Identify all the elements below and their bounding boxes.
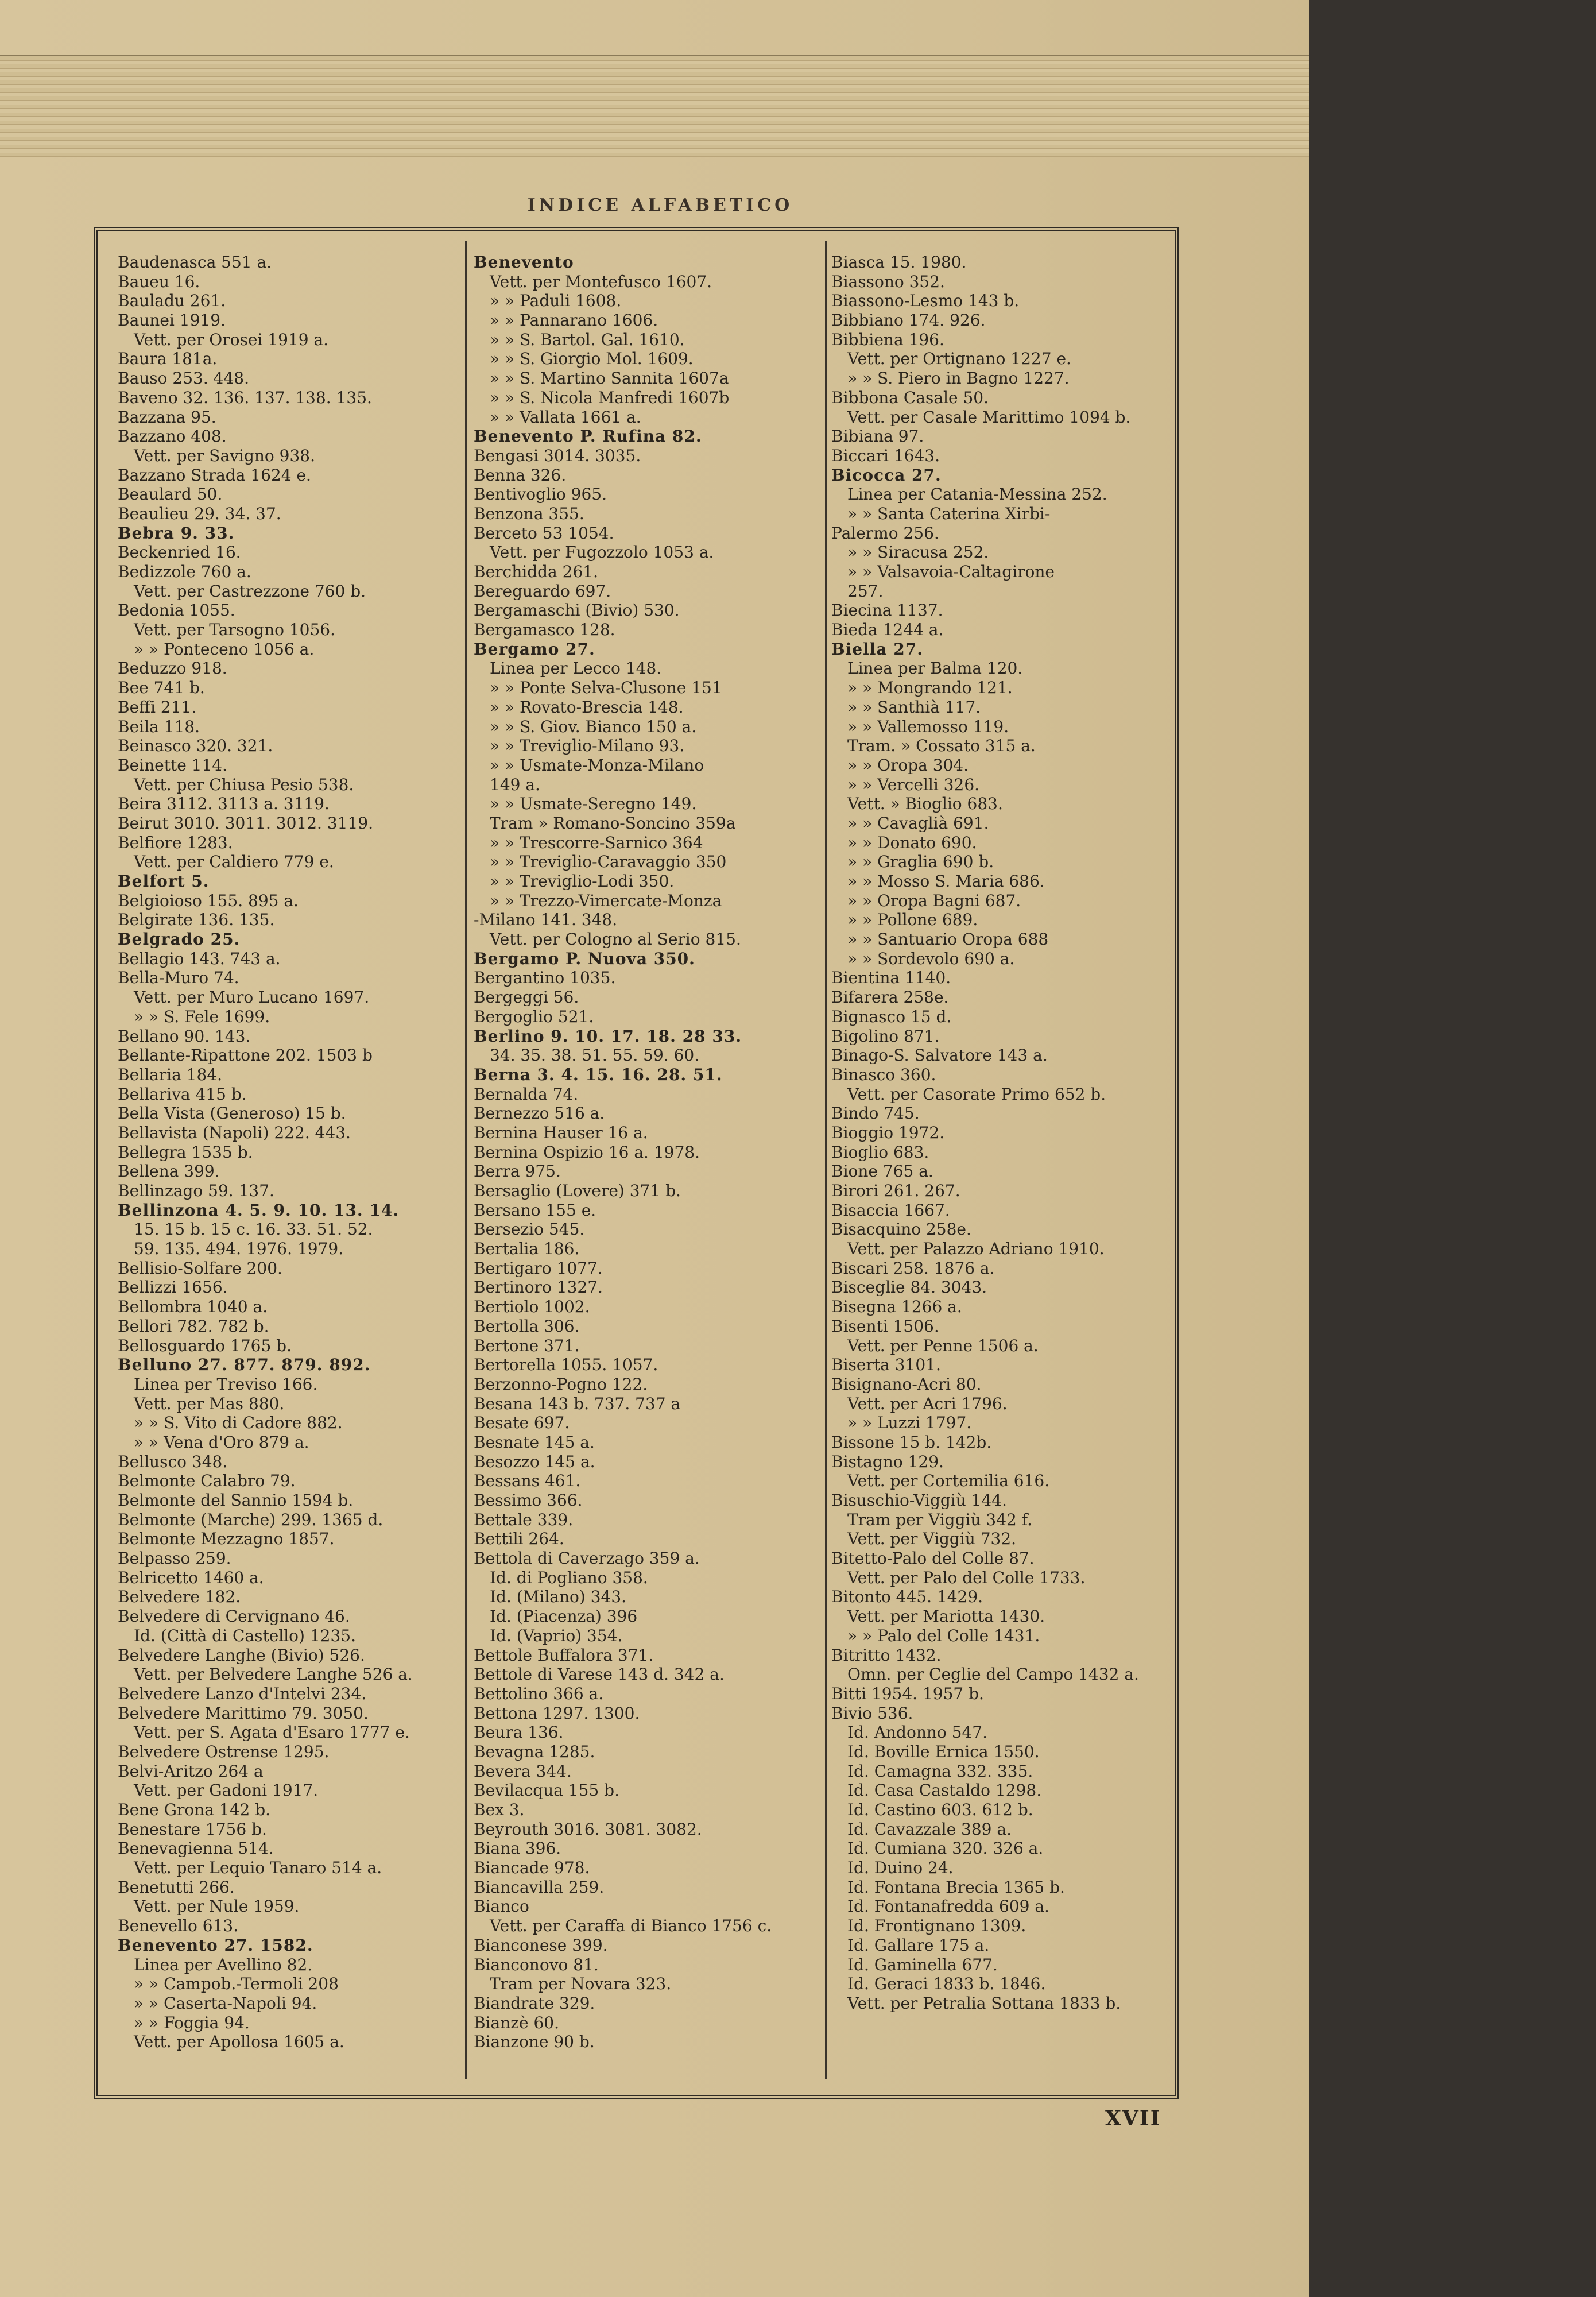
index-entry: Bibbona Casale 50. (831, 388, 989, 407)
index-entry: Benestare 1756 b. (118, 1819, 267, 1839)
index-entry: Vett. per Chiusa Pesio 538. (134, 775, 354, 794)
index-entry: Berna 3. 4. 15. 16. 28. 51. (474, 1065, 723, 1084)
index-entry: Benevento P. Rufina 82. (474, 427, 702, 446)
index-entry: Belgrado 25. (118, 930, 241, 949)
index-entry: Bessans 461. (474, 1471, 581, 1491)
index-entry: Bieda 1244 a. (831, 620, 944, 640)
index-entry: Vett. per Fugozzolo 1053 a. (490, 543, 714, 562)
index-entry: Beura 136. (474, 1723, 564, 1742)
index-entry: Vett. per Caraffa di Bianco 1756 c. (490, 1916, 772, 1936)
index-entry: » » Sordevolo 690 a. (847, 949, 1015, 968)
index-entry: Vett. per Petralia Sottana 1833 b. (847, 1993, 1121, 2013)
index-entry: Bitritto 1432. (831, 1645, 942, 1665)
index-entry: Bella Vista (Generoso) 15 b. (118, 1104, 346, 1123)
index-entry: Benzona 355. (474, 504, 584, 523)
index-entry: Belvedere di Cervignano 46. (118, 1607, 350, 1626)
index-entry: » » Ponteceno 1056 a. (134, 639, 315, 659)
index-entry: Belvi-Aritzo 264 a (118, 1761, 264, 1781)
index-entry: 59. 135. 494. 1976. 1979. (134, 1239, 344, 1259)
index-entry: 34. 35. 38. 51. 55. 59. 60. (490, 1046, 700, 1065)
index-entry: » » Treviglio-Caravaggio 350 (490, 852, 727, 872)
index-entry: Berceto 53 1054. (474, 523, 614, 543)
index-entry: » » Usmate-Seregno 149. (490, 794, 697, 814)
index-entry: Bereguardo 697. (474, 581, 611, 601)
index-entry: Bellante-Ripattone 202. 1503 b (118, 1046, 373, 1065)
index-column-3 (831, 253, 1176, 2013)
index-entry: Tram. » Cossato 315 a. (847, 736, 1036, 756)
index-entry: Belricetto 1460 a. (118, 1568, 264, 1587)
index-entry: Bellinzona 4. 5. 9. 10. 13. 14. (118, 1200, 400, 1220)
index-entry: Benetutti 266. (118, 1877, 235, 1897)
index-entry: Bessimo 366. (474, 1491, 583, 1510)
index-entry: Baudenasca 551 a. (118, 253, 272, 272)
index-entry: Vett. per Casale Marittimo 1094 b. (847, 407, 1131, 427)
index-entry: » » Campob.-Termoli 208 (134, 1974, 339, 1994)
index-entry: Vett. per Gadoni 1917. (134, 1781, 319, 1800)
index-entry: Vett. per Savigno 938. (134, 446, 316, 465)
index-entry: » » Santhià 117. (847, 697, 981, 717)
index-entry: Tram per Viggiù 342 f. (847, 1510, 1033, 1529)
index-entry: » » Luzzi 1797. (847, 1413, 972, 1433)
index-entry: Id. Fontanafredda 609 a. (847, 1897, 1049, 1916)
index-entry: » » Paduli 1608. (490, 291, 622, 311)
index-entry: Bellusco 348. (118, 1452, 228, 1471)
index-entry: Biasca 15. 1980. (831, 253, 967, 272)
index-entry: Bazzano Strada 1624 e. (118, 465, 311, 485)
index-entry: Bertone 371. (474, 1336, 580, 1355)
index-entry: Bergamaschi (Bivio) 530. (474, 601, 680, 620)
index-entry: Bersezio 545. (474, 1220, 585, 1239)
index-entry: Vett. per Caldiero 779 e. (134, 852, 334, 872)
index-entry: -Milano 141. 348. (474, 910, 618, 930)
background-strip (1309, 0, 1596, 2297)
index-entry: Id. Duino 24. (847, 1858, 954, 1878)
index-entry: Biassono 352. (831, 272, 945, 291)
index-entry: Bellariva 415 b. (118, 1084, 247, 1104)
index-entry: Belvedere Ostrense 1295. (118, 1742, 330, 1761)
index-entry: Bisenti 1506. (831, 1316, 939, 1336)
index-entry: Berlino 9. 10. 17. 18. 28 33. (474, 1026, 742, 1046)
index-entry: Beira 3112. 3113 a. 3119. (118, 794, 330, 814)
index-entry: » » Valsavoia-Caltagirone (847, 562, 1055, 581)
index-entry: Besate 697. (474, 1413, 570, 1433)
index-entry: » » S. Piero in Bagno 1227. (847, 369, 1070, 388)
index-entry: Vett. per Penne 1506 a. (847, 1336, 1039, 1355)
index-entry: Id. Andonno 547. (847, 1723, 987, 1742)
index-entry: 257. (847, 581, 884, 601)
index-entry: » » Oropa Bagni 687. (847, 891, 1021, 910)
index-entry: Linea per Avellino 82. (134, 1955, 313, 1974)
index-entry: Bertalia 186. (474, 1239, 580, 1259)
index-entry: Id. Gaminella 677. (847, 1955, 998, 1974)
index-entry: Benevento (474, 253, 574, 272)
index-entry: Belfort 5. (118, 872, 210, 891)
index-entry: Benevagienna 514. (118, 1839, 274, 1858)
index-entry: Vett. per Castrezzone 760 b. (134, 581, 366, 601)
running-title: INDICE ALFABETICO (527, 195, 793, 215)
index-entry: Bissone 15 b. 142b. (831, 1432, 992, 1452)
index-entry: Vett. per Casorate Primo 652 b. (847, 1084, 1106, 1104)
index-entry: Bernina Ospizio 16 a. 1978. (474, 1142, 700, 1162)
index-entry: Vett. per Viggiù 732. (847, 1529, 1017, 1549)
index-entry: 149 a. (490, 775, 540, 794)
index-entry: Benevello 613. (118, 1916, 239, 1936)
index-entry: Belmonte Calabro 79. (118, 1471, 296, 1491)
index-entry: Bevagna 1285. (474, 1742, 595, 1761)
index-entry: Bellavista (Napoli) 222. 443. (118, 1123, 351, 1142)
index-entry: Berra 975. (474, 1162, 561, 1181)
index-entry: Belvedere Marittimo 79. 3050. (118, 1703, 369, 1723)
index-entry: Id. Castino 603. 612 b. (847, 1800, 1033, 1819)
index-entry: Bergeggi 56. (474, 988, 579, 1007)
index-entry: Bianconovo 81. (474, 1955, 599, 1974)
index-entry: Bettili 264. (474, 1529, 564, 1549)
index-entry: » » Vercelli 326. (847, 775, 980, 794)
index-entry: » » Vallata 1661 a. (490, 407, 641, 427)
index-entry: Besozzo 145 a. (474, 1452, 595, 1471)
index-entry: Bioggio 1972. (831, 1123, 945, 1142)
index-entry: Vett. per Orosei 1919 a. (134, 330, 329, 349)
index-entry: Bettole di Varese 143 d. 342 a. (474, 1665, 725, 1684)
index-entry: Bevilacqua 155 b. (474, 1781, 619, 1800)
index-entry: Id. (Città di Castello) 1235. (134, 1626, 357, 1645)
index-entry: Benna 326. (474, 465, 567, 485)
index-entry: Bellori 782. 782 b. (118, 1316, 269, 1336)
index-entry: Bentivoglio 965. (474, 485, 607, 504)
index-entry: » » Donato 690. (847, 833, 977, 852)
index-entry: Berchidda 261. (474, 562, 598, 581)
index-entry: Vett. per Cologno al Serio 815. (490, 930, 741, 949)
index-entry: Bettola di Caverzago 359 a. (474, 1549, 700, 1568)
index-entry: Belmonte del Sannio 1594 b. (118, 1491, 354, 1510)
index-entry: Besana 143 b. 737. 737 a (474, 1394, 681, 1413)
index-entry: Linea per Treviso 166. (134, 1374, 318, 1394)
index-entry: » » Ponte Selva-Clusone 151 (490, 678, 722, 698)
index-entry: Biana 396. (474, 1839, 561, 1858)
index-entry: Baura 181a. (118, 349, 218, 369)
index-entry: Bernina Hauser 16 a. (474, 1123, 648, 1142)
index-entry: Id. (Vaprio) 354. (490, 1626, 623, 1645)
index-entry: » » Mosso S. Maria 686. (847, 872, 1045, 891)
index-entry: Vett. per Mas 880. (134, 1394, 285, 1413)
index-entry: Bee 741 b. (118, 678, 205, 698)
index-entry: Biassono-Lesmo 143 b. (831, 291, 1020, 311)
index-entry: Bianconese 399. (474, 1935, 608, 1955)
index-entry: Id. Gallare 175 a. (847, 1935, 990, 1955)
index-entry: Vett. per Muro Lucano 1697. (134, 988, 370, 1007)
index-entry: Bellena 399. (118, 1162, 220, 1181)
index-entry: Bioglio 683. (831, 1142, 929, 1162)
index-entry: Vett. » Bioglio 683. (847, 794, 1003, 814)
index-entry: Bignasco 15 d. (831, 1007, 952, 1026)
index-entry: Beirut 3010. 3011. 3012. 3119. (118, 813, 374, 833)
index-entry: Bene Grona 142 b. (118, 1800, 271, 1819)
index-entry: Bitonto 445. 1429. (831, 1587, 983, 1607)
index-entry: Beyrouth 3016. 3081. 3082. (474, 1819, 702, 1839)
index-entry: Bettale 339. (474, 1510, 574, 1529)
index-entry: Beinette 114. (118, 755, 228, 775)
index-entry: Beaulieu 29. 34. 37. (118, 504, 281, 523)
index-entry: Bisacquino 258e. (831, 1220, 971, 1239)
index-entry: Bellagio 143. 743 a. (118, 949, 281, 968)
index-entry: » » Santuario Oropa 688 (847, 930, 1049, 949)
index-entry: Id. Camagna 332. 335. (847, 1761, 1033, 1781)
index-entry: Baunei 1919. (118, 311, 226, 330)
index-entry: Beila 118. (118, 717, 200, 736)
index-entry: Bergantino 1035. (474, 968, 616, 988)
index-entry: » » S. Giorgio Mol. 1609. (490, 349, 694, 369)
index-entry: Bertiolo 1002. (474, 1297, 590, 1317)
index-entry: Bertorella 1055. 1057. (474, 1355, 658, 1375)
index-entry: » » S. Vito di Cadore 882. (134, 1413, 343, 1433)
page-number: XVII (1105, 2106, 1161, 2130)
index-entry: Bellegra 1535 b. (118, 1142, 253, 1162)
index-entry: Bedizzole 760 a. (118, 562, 251, 581)
index-entry: Bianco (474, 1897, 529, 1916)
index-entry: Vett. per Cortemilia 616. (847, 1471, 1050, 1491)
index-column-2 (474, 253, 824, 2052)
index-entry: Bisceglie 84. 3043. (831, 1278, 987, 1297)
index-entry: Beaulard 50. (118, 485, 223, 504)
index-entry: Belvedere Langhe (Bivio) 526. (118, 1645, 365, 1665)
index-entry: Tram per Novara 323. (490, 1974, 672, 1994)
index-entry: Biella 27. (831, 639, 923, 659)
index-entry: » » Trezzo-Vimercate-Monza (490, 891, 722, 910)
index-entry: » » Pollone 689. (847, 910, 978, 930)
index-entry: Bebra 9. 33. (118, 523, 235, 543)
index-entry: Id. (Piacenza) 396 (490, 1607, 638, 1626)
index-entry: Binago-S. Salvatore 143 a. (831, 1046, 1048, 1065)
index-entry: Bex 3. (474, 1800, 525, 1819)
index-entry: Bibbiena 196. (831, 330, 944, 349)
index-entry: Bedonia 1055. (118, 601, 235, 620)
index-entry: Vett. per Tarsogno 1056. (134, 620, 335, 640)
index-entry: Id. Fontana Brecia 1365 b. (847, 1877, 1065, 1897)
index-entry: Belmonte (Marche) 299. 1365 d. (118, 1510, 383, 1529)
index-entry: Belgioioso 155. 895 a. (118, 891, 299, 910)
index-entry: Biserta 3101. (831, 1355, 941, 1375)
index-entry: Bettona 1297. 1300. (474, 1703, 640, 1723)
column-rule (825, 241, 827, 2079)
index-entry: 15. 15 b. 15 c. 16. 33. 51. 52. (134, 1220, 373, 1239)
index-entry: Id. Frontignano 1309. (847, 1916, 1026, 1936)
index-entry: Id. Cumiana 320. 326 a. (847, 1839, 1044, 1858)
index-entry: Bettole Buffalora 371. (474, 1645, 654, 1665)
index-entry: » » Mongrando 121. (847, 678, 1013, 698)
index-entry: Id. di Pogliano 358. (490, 1568, 648, 1587)
index-entry: Vett. per Lequio Tanaro 514 a. (134, 1858, 382, 1878)
index-entry: Besnate 145 a. (474, 1432, 595, 1452)
index-entry: Bisegna 1266 a. (831, 1297, 962, 1317)
index-entry: Id. Boville Ernica 1550. (847, 1742, 1040, 1761)
index-entry: » » S. Nicola Manfredi 1607b (490, 388, 730, 407)
index-entry: Vett. per Belvedere Langhe 526 a. (134, 1665, 413, 1684)
index-entry: » » S. Fele 1699. (134, 1007, 270, 1026)
index-entry: Berzonno-Pogno 122. (474, 1374, 648, 1394)
index-entry: Id. Cavazzale 389 a. (847, 1819, 1012, 1839)
index-entry: Linea per Lecco 148. (490, 659, 662, 678)
index-entry: Vett. per Nule 1959. (134, 1897, 300, 1916)
index-entry: Linea per Balma 120. (847, 659, 1023, 678)
index-entry: Bevera 344. (474, 1761, 572, 1781)
index-entry: Bianzè 60. (474, 2013, 560, 2032)
index-entry: Bigolino 871. (831, 1026, 940, 1046)
index-entry: Bauladu 261. (118, 291, 226, 311)
column-rule (465, 241, 467, 2079)
index-entry: Biscari 258. 1876 a. (831, 1258, 995, 1278)
index-entry: » » Graglia 690 b. (847, 852, 994, 872)
index-entry: Bellinzago 59. 137. (118, 1181, 274, 1200)
index-entry: Bibiana 97. (831, 427, 924, 446)
index-entry: Bicocca 27. (831, 465, 942, 485)
index-entry: » » Palo del Colle 1431. (847, 1626, 1040, 1645)
index-entry: Bisuschio-Viggiù 144. (831, 1491, 1008, 1510)
index-entry: Bergamasco 128. (474, 620, 615, 640)
index-entry: Bellosguardo 1765 b. (118, 1336, 292, 1355)
index-entry: » » Pannarano 1606. (490, 311, 658, 330)
index-entry: Belvedere Lanzo d'Intelvi 234. (118, 1684, 367, 1703)
index-entry: » » Vena d'Oro 879 a. (134, 1432, 309, 1452)
index-entry: Bitti 1954. 1957 b. (831, 1684, 984, 1703)
index-entry: Bersano 155 e. (474, 1200, 596, 1220)
index-entry: Bistagno 129. (831, 1452, 944, 1471)
index-entry: Bergamo 27. (474, 639, 595, 659)
index-entry: » » Foggia 94. (134, 2013, 250, 2032)
index-entry: » » Santa Caterina Xirbi- (847, 504, 1051, 523)
index-entry: » » Cavaglià 691. (847, 813, 989, 833)
index-entry: Palermo 256. (831, 523, 939, 543)
index-entry: Baveno 32. 136. 137. 138. 135. (118, 388, 372, 407)
index-entry: Bellaria 184. (118, 1065, 223, 1084)
index-entry: Bianzone 90 b. (474, 2032, 595, 2052)
index-entry: » » Vallemosso 119. (847, 717, 1009, 736)
index-entry: Bazzano 408. (118, 427, 227, 446)
index-entry: Biancade 978. (474, 1858, 590, 1878)
index-entry: Vett. per Apollosa 1605 a. (134, 2032, 344, 2052)
index-entry: Bernezzo 516 a. (474, 1104, 605, 1123)
page-edges (0, 55, 1309, 157)
index-entry: Bifarera 258e. (831, 988, 949, 1007)
index-entry: Bientina 1140. (831, 968, 951, 988)
index-entry: Benevento 27. 1582. (118, 1935, 313, 1955)
index-entry: Belmonte Mezzagno 1857. (118, 1529, 335, 1549)
index-entry: Bibbiano 174. 926. (831, 311, 986, 330)
index-entry: Vett. per S. Agata d'Esaro 1777 e. (134, 1723, 410, 1742)
index-entry: Bellombra 1040 a. (118, 1297, 268, 1317)
index-entry: » » S. Bartol. Gal. 1610. (490, 330, 685, 349)
index-entry: Bauso 253. 448. (118, 369, 250, 388)
index-entry: Id. Casa Castaldo 1298. (847, 1781, 1042, 1800)
index-entry: Bertolla 306. (474, 1316, 580, 1336)
index-entry: Biccari 1643. (831, 446, 940, 465)
index-entry: Beffi 211. (118, 697, 197, 717)
index-entry: Id. Geraci 1833 b. 1846. (847, 1974, 1046, 1994)
index-entry: Tram » Romano-Soncino 359a (490, 813, 736, 833)
index-entry: Belvedere 182. (118, 1587, 241, 1607)
index-entry: Bitetto-Palo del Colle 87. (831, 1549, 1035, 1568)
index-entry: Linea per Catania-Messina 252. (847, 485, 1107, 504)
index-entry: Bellizzi 1656. (118, 1278, 228, 1297)
index-entry: Birori 261. 267. (831, 1181, 960, 1200)
index-entry: Bione 765 a. (831, 1162, 933, 1181)
index-entry: Belgirate 136. 135. (118, 910, 275, 930)
index-entry: Belfiore 1283. (118, 833, 233, 852)
index-entry: Beckenried 16. (118, 543, 241, 562)
index-entry: » » Oropa 304. (847, 755, 969, 775)
index-entry: Bergoglio 521. (474, 1007, 594, 1026)
index-entry: Vett. per Montefusco 1607. (490, 272, 712, 291)
index-column-1 (118, 253, 462, 2052)
index-entry: Biecina 1137. (831, 601, 943, 620)
index-entry: Bellano 90. 143. (118, 1026, 251, 1046)
index-entry: Bettolino 366 a. (474, 1684, 604, 1703)
index-entry: Vett. per Ortignano 1227 e. (847, 349, 1071, 369)
index-entry: Bersaglio (Lovere) 371 b. (474, 1181, 681, 1200)
index-entry: Belluno 27. 877. 879. 892. (118, 1355, 371, 1375)
index-entry: » » S. Giov. Bianco 150 a. (490, 717, 697, 736)
index-entry: Beinasco 320. 321. (118, 736, 273, 756)
index-entry: Bivio 536. (831, 1703, 913, 1723)
index-entry: » » Rovato-Brescia 148. (490, 697, 684, 717)
index-entry: Bergamo P. Nuova 350. (474, 949, 695, 968)
index-entry: » » S. Martino Sannita 1607a (490, 369, 729, 388)
index-entry: Biandrate 329. (474, 1993, 595, 2013)
index-entry: Bella-Muro 74. (118, 968, 239, 988)
index-entry: » » Treviglio-Milano 93. (490, 736, 685, 756)
index-entry: » » Siracusa 252. (847, 543, 989, 562)
index-entry: Vett. per Acri 1796. (847, 1394, 1008, 1413)
index-entry: Vett. per Palo del Colle 1733. (847, 1568, 1086, 1587)
index-entry: Id. (Milano) 343. (490, 1587, 627, 1607)
index-entry: Bernalda 74. (474, 1084, 579, 1104)
index-entry: » » Treviglio-Lodi 350. (490, 872, 675, 891)
index-entry: Bazzana 95. (118, 407, 216, 427)
index-entry: Beduzzo 918. (118, 659, 227, 678)
index-entry: Binasco 360. (831, 1065, 936, 1084)
index-entry: Bisaccia 1667. (831, 1200, 950, 1220)
index-entry: Bertinoro 1327. (474, 1278, 603, 1297)
index-entry: Baueu 16. (118, 272, 200, 291)
index-entry: Bengasi 3014. 3035. (474, 446, 641, 465)
index-entry: Biancavilla 259. (474, 1877, 605, 1897)
index-entry: » » Usmate-Monza-Milano (490, 755, 704, 775)
index-entry: Bellisio-Solfare 200. (118, 1258, 282, 1278)
index-entry: Belpasso 259. (118, 1549, 231, 1568)
index-entry: Vett. per Mariotta 1430. (847, 1607, 1045, 1626)
index-entry: Bertigaro 1077. (474, 1258, 603, 1278)
index-entry: Omn. per Ceglie del Campo 1432 a. (847, 1665, 1139, 1684)
index-entry: Bindo 745. (831, 1104, 920, 1123)
index-entry: » » Trescorre-Sarnico 364 (490, 833, 703, 852)
index-entry: » » Caserta-Napoli 94. (134, 1993, 317, 2013)
index-entry: Vett. per Palazzo Adriano 1910. (847, 1239, 1105, 1259)
index-entry: Bisignano-Acri 80. (831, 1374, 982, 1394)
